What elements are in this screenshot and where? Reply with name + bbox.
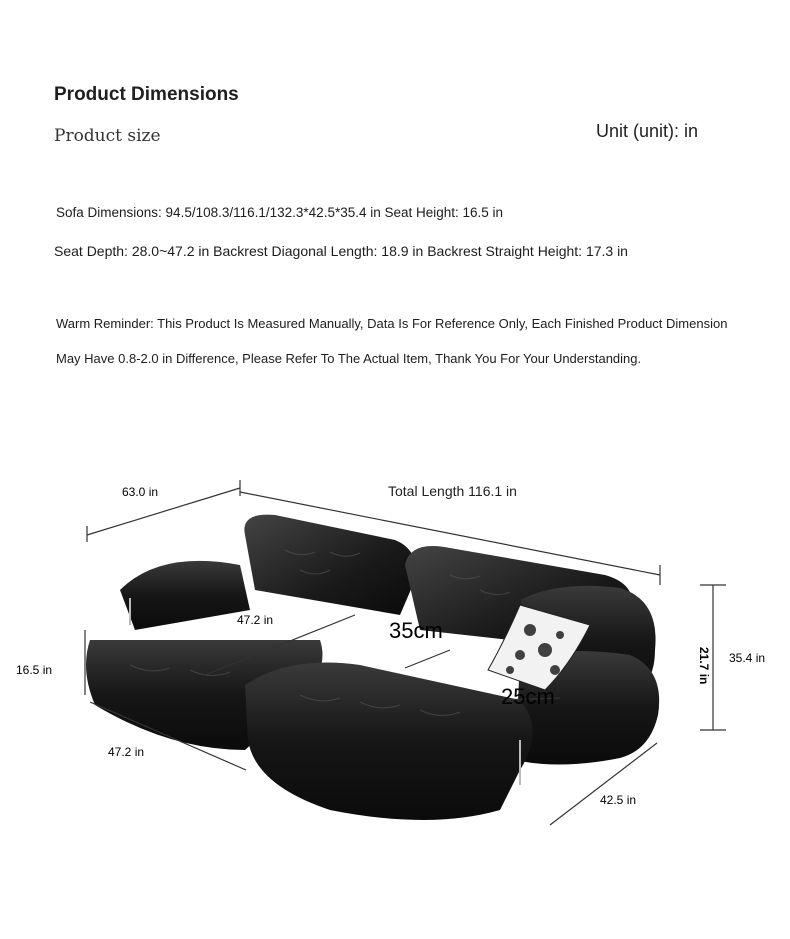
reminder-line-1: Warm Reminder: This Product Is Measured Manually, Data Is For Reference Only, Each Finished Product Dimension [56, 316, 728, 331]
page-subtitle: Product size [54, 126, 161, 146]
label-depth-top: 63.0 in [122, 485, 159, 499]
sofa-illustration [86, 515, 659, 820]
label-arm-height: 21.7 in [697, 647, 711, 685]
label-bottom-left: 47.2 in [108, 745, 145, 759]
spec-line-dimensions: Sofa Dimensions: 94.5/108.3/116.1/132.3*42.5*35.4 in Seat Height: 16.5 in [56, 205, 504, 220]
label-seat-height: 16.5 in [16, 663, 53, 677]
reminder-line-2: May Have 0.8-2.0 in Difference, Please Refer To The Actual Item, Thank You For Your Understanding. [56, 351, 642, 366]
label-total-length: Total Length 116.1 in [388, 483, 517, 499]
label-backrest-cm: 35cm [389, 618, 443, 643]
label-arm-cm: 25cm [501, 684, 555, 709]
unit-label: Unit (unit): in [596, 121, 699, 141]
spec-line-seat-depth: Seat Depth: 28.0~47.2 in Backrest Diagonal Length: 18.9 in Backrest Straight Height: 17.3 in [54, 243, 628, 259]
label-bottom-right: 42.5 in [600, 793, 637, 807]
label-total-height: 35.4 in [729, 651, 766, 665]
page-title: Product Dimensions [54, 84, 239, 105]
label-seat-depth: 47.2 in [237, 613, 274, 627]
sofa-dimension-diagram [0, 440, 790, 860]
